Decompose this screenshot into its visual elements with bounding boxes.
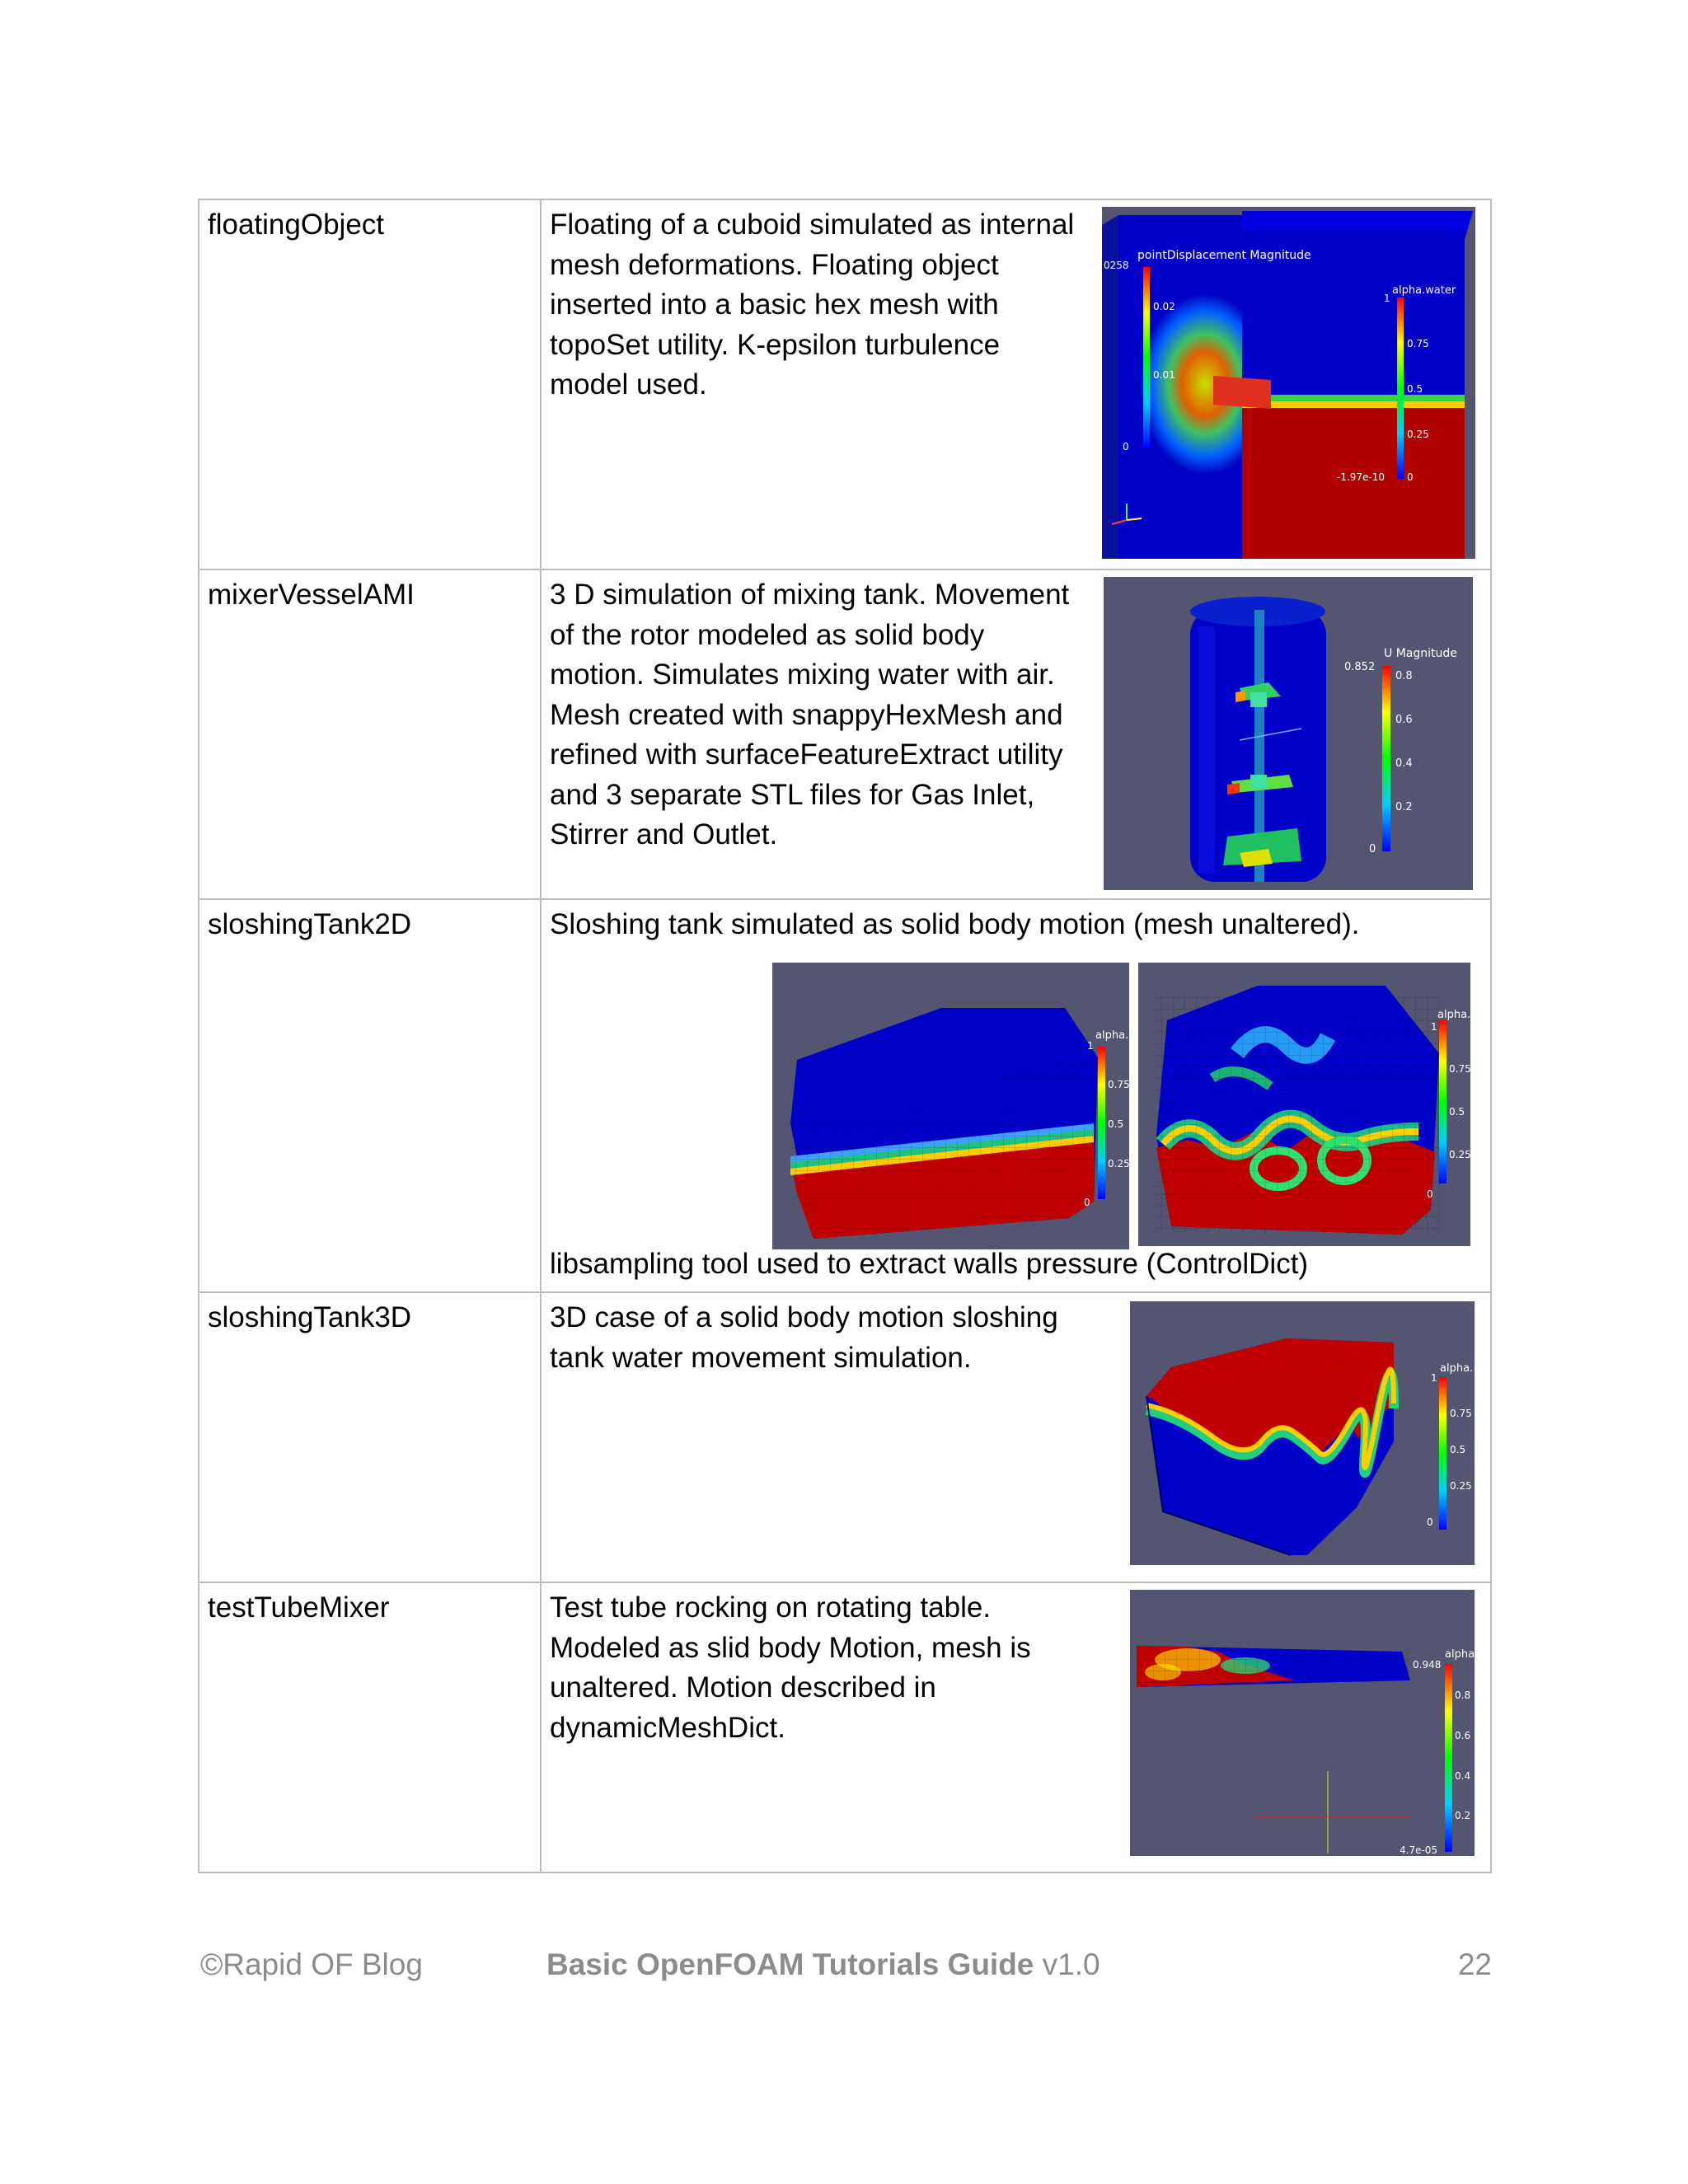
svg-text:4.7e-05: 4.7e-05: [1400, 1844, 1438, 1856]
svg-text:0.4: 0.4: [1395, 757, 1413, 770]
tutorial-description: Floating of a cuboid simulated as internal mesh deformations. Floating object inserted into a basic hex mesh with topoSet utility. K-epsilon turbulence model used.: [550, 209, 1075, 401]
svg-text:0.02: 0.02: [1153, 301, 1175, 312]
tutorial-name: floatingObject: [208, 209, 385, 241]
svg-text:alpha.: alpha.: [1095, 1029, 1129, 1042]
svg-text:0.01: 0.01: [1153, 369, 1175, 381]
tutorial-note: libsampling tool used to extract walls pressure (ControlDict): [550, 1248, 1309, 1280]
tutorial-description: Sloshing tank simulated as solid body motion (mesh unaltered).: [550, 908, 1360, 940]
sloshing-tank-3d-render: [1130, 1301, 1475, 1565]
tutorials-table: [198, 199, 1492, 1873]
svg-text:pointDisplacement Magnitude: pointDisplacement Magnitude: [1137, 249, 1311, 262]
table-row: [199, 1292, 1491, 1582]
tutorial-description: 3D case of a solid body motion sloshing tank water movement simulation.: [550, 1301, 1058, 1374]
svg-text:0.4: 0.4: [1455, 1770, 1471, 1782]
table-row: [199, 199, 1491, 569]
tutorial-description: Test tube rocking on rotating table. Modeled as slid body Motion, mesh is unaltered. Motion described in dynamicMeshDict.: [550, 1591, 1031, 1744]
footer-guide-title: Basic OpenFOAM Tutorials Guide: [546, 1947, 1034, 1981]
svg-text:0.6: 0.6: [1395, 714, 1413, 726]
svg-text:0.75: 0.75: [1407, 338, 1429, 349]
sloshing-tank-2d-render-initial: [772, 963, 1129, 1249]
svg-text:0.25: 0.25: [1407, 429, 1429, 440]
footer-version: v1.0: [1034, 1947, 1100, 1981]
svg-text:1: 1: [1431, 1021, 1437, 1033]
svg-text:0.75: 0.75: [1450, 1408, 1472, 1419]
svg-text:0: 0: [1369, 843, 1376, 855]
svg-text:0.5: 0.5: [1108, 1118, 1124, 1130]
svg-text:alpha.: alpha.: [1440, 1362, 1474, 1375]
table-row: [199, 1582, 1491, 1872]
table-row: [199, 899, 1491, 1292]
svg-text:1: 1: [1384, 293, 1390, 304]
svg-text:0: 0: [1084, 1197, 1090, 1208]
floating-object-render: [1102, 207, 1475, 559]
svg-text:0258: 0258: [1104, 260, 1129, 271]
svg-text:alpha.water: alpha.water: [1392, 284, 1456, 297]
footer-copyright: ©Rapid OF Blog: [200, 1947, 423, 1981]
svg-text:0: 0: [1123, 441, 1129, 452]
svg-text:0.2: 0.2: [1395, 801, 1413, 813]
svg-text:0.25: 0.25: [1450, 1480, 1472, 1492]
svg-text:alpha.: alpha.: [1445, 1648, 1479, 1661]
page-number: 22: [1457, 1947, 1492, 1981]
svg-text:0: 0: [1427, 1516, 1433, 1528]
tutorial-description: 3 D simulation of mixing tank. Movement of the rotor modeled as solid body motion. Simulates mixing water with air. Mesh created with snappyHexMesh and refined with surfaceFeatureExtract utility and 3 separate STL files for Gas Inlet, Stirrer and Outlet.: [550, 579, 1070, 851]
svg-text:0.5: 0.5: [1450, 1444, 1466, 1455]
svg-text:U Magnitude: U Magnitude: [1384, 647, 1457, 660]
svg-text:0.8: 0.8: [1395, 670, 1413, 682]
svg-text:0.852: 0.852: [1344, 661, 1376, 673]
svg-text:0.6: 0.6: [1455, 1730, 1471, 1741]
tutorial-name: sloshingTank2D: [208, 908, 412, 940]
test-tube-mixer-render: [1130, 1590, 1479, 1856]
tutorial-name: sloshingTank3D: [208, 1301, 412, 1333]
mixer-vessel-render: [1104, 577, 1473, 890]
svg-text:0.75: 0.75: [1449, 1063, 1471, 1075]
svg-text:1: 1: [1431, 1372, 1437, 1384]
tutorial-name: mixerVesselAMI: [208, 579, 415, 611]
svg-text:0.25: 0.25: [1108, 1158, 1130, 1169]
svg-text:0.8: 0.8: [1455, 1690, 1471, 1701]
svg-text:0.2: 0.2: [1455, 1810, 1471, 1821]
svg-text:-1.97e-10: -1.97e-10: [1337, 471, 1386, 483]
tutorial-name: testTubeMixer: [208, 1591, 390, 1624]
svg-text:1: 1: [1087, 1040, 1094, 1052]
svg-text:alpha.: alpha.: [1437, 1009, 1471, 1021]
table-row: [199, 569, 1491, 899]
footer-title: [546, 1947, 1100, 1982]
svg-text:0.5: 0.5: [1407, 383, 1423, 395]
svg-text:0: 0: [1427, 1188, 1433, 1200]
svg-text:0.25: 0.25: [1449, 1149, 1471, 1160]
svg-text:0: 0: [1407, 471, 1414, 483]
svg-text:0.5: 0.5: [1449, 1106, 1465, 1118]
svg-text:0.75: 0.75: [1108, 1079, 1130, 1090]
sloshing-tank-2d-render-sloshing: [1138, 963, 1470, 1246]
svg-text:0.948: 0.948: [1413, 1659, 1442, 1671]
